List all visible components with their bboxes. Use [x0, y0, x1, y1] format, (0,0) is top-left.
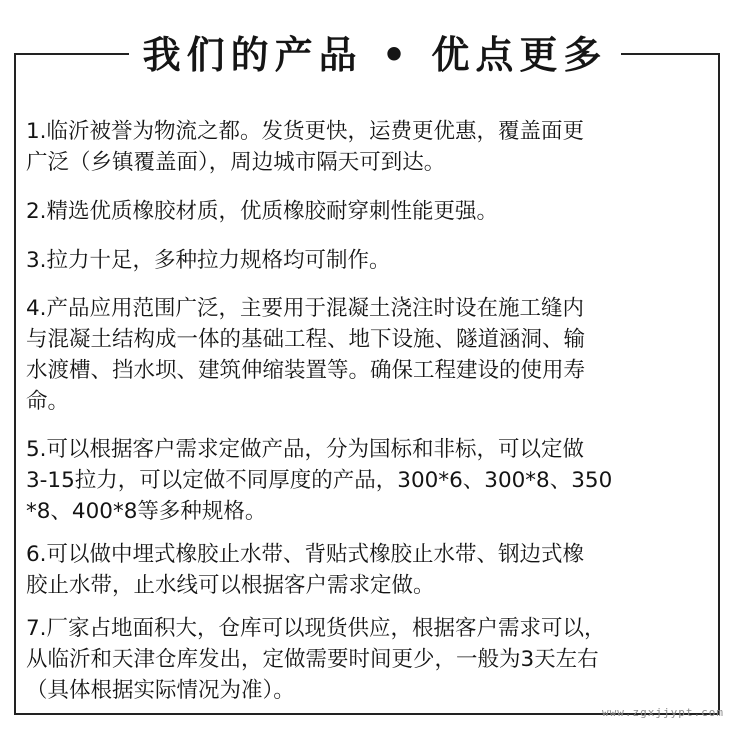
watermark: www.zgxjjypt.com	[602, 706, 724, 719]
list-item-line: 7.厂家占地面积大，仓库可以现货供应，根据客户需求可以，	[26, 616, 606, 641]
title-bar	[0, 27, 750, 83]
list-item-line: *8、400*8等多种规格。	[26, 499, 267, 524]
list-item	[26, 196, 716, 227]
list-item-line: 胶止水带，止水线可以根据客户需求定做。	[26, 573, 435, 598]
feature-list	[26, 116, 716, 706]
list-item-line: 广泛（乡镇覆盖面），周边城市隔天可到达。	[26, 150, 446, 175]
list-item-line: 3.拉力十足，多种拉力规格均可制作。	[26, 248, 391, 273]
list-item-line: 3-15拉力，可以定做不同厚度的产品，300*6、300*8、350	[26, 468, 613, 493]
list-item-line: 1.临沂被誉为物流之都。发货更快，运费更优惠，覆盖面更	[26, 119, 585, 144]
list-item-line: 命。	[26, 389, 70, 414]
list-item	[26, 613, 716, 706]
list-item-line: 6.可以做中埋式橡胶止水带、背贴式橡胶止水带、钢边式橡	[26, 542, 585, 567]
list-item-line: 4.产品应用范围广泛，主要用于混凝土浇注时设在施工缝内	[26, 296, 585, 321]
list-item-line: 5.可以根据客户需求定做产品，分为国标和非标，可以定做	[26, 437, 585, 462]
list-item-line: 从临沂和天津仓库发出，定做需要时间更少，一般为3天左右	[26, 647, 599, 672]
list-item-line: 2.精选优质橡胶材质，优质橡胶耐穿刺性能更强。	[26, 199, 499, 224]
list-item-line: 水渡槽、挡水坝、建筑伸缩装置等。确保工程建设的使用寿	[26, 358, 586, 383]
list-item-line: （具体根据实际情况为准）。	[26, 678, 295, 703]
list-item-line: 与混凝土结构成一体的基础工程、地下设施、隧道涵洞、输	[26, 327, 586, 352]
list-item	[26, 539, 716, 601]
list-item	[26, 245, 716, 276]
list-item	[26, 116, 716, 178]
list-item	[26, 434, 716, 527]
list-item	[26, 293, 716, 417]
page-title: 我们的产品 • 优点更多	[129, 27, 622, 83]
